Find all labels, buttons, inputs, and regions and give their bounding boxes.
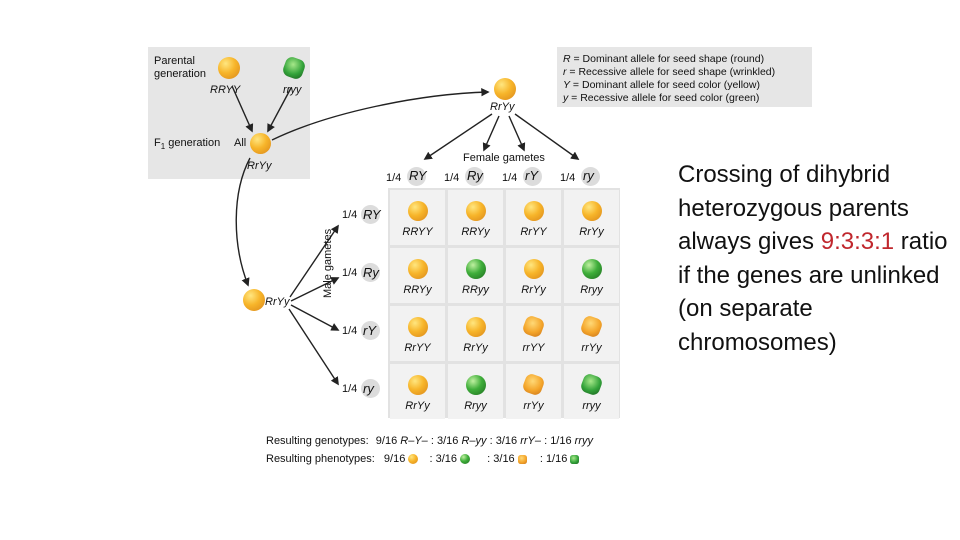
female-gamete-frequency: 1/4 — [444, 172, 460, 184]
offspring-genotype: rrYy — [581, 342, 602, 354]
offspring-genotype: RRYY — [402, 226, 433, 238]
round-yellow-seed-icon — [408, 375, 428, 395]
offspring-genotype: Rryy — [580, 284, 603, 296]
offspring-genotype: rryy — [582, 400, 601, 412]
legend-symbol: y — [563, 92, 569, 104]
f1-genotype: RrYy — [247, 160, 272, 172]
female-gametes-label: Female gametes — [463, 152, 545, 164]
phenotype-fraction: 3/16 — [493, 453, 515, 465]
parental-title-line2: generation — [154, 68, 206, 80]
separator: : — [539, 453, 543, 465]
genotype-class: rryy — [574, 435, 593, 447]
round-green-seed-icon — [460, 454, 470, 464]
male-gamete-allele: Ry — [363, 265, 379, 280]
round-yellow-seed-icon — [408, 317, 428, 337]
caption-ratio: 9:3:3:1 — [820, 228, 895, 255]
caption-text-before: Crossing of dihybrid heterozygous parents always gives — [678, 161, 909, 255]
genotype-fraction: 3/16 — [495, 435, 518, 447]
female-gamete-allele: RY — [409, 168, 427, 183]
offspring-genotype: Rryy — [464, 400, 487, 412]
female-gamete-allele: Ry — [467, 168, 483, 183]
male-gametes-label: Male gametes — [322, 228, 334, 298]
offspring-genotype: RrYy — [579, 226, 604, 238]
female-gamete-allele: ry — [583, 168, 594, 183]
genotype-class: R–Y– — [400, 435, 428, 447]
male-gamete-allele: rY — [363, 323, 376, 338]
phenotypes-label: Resulting phenotypes: — [266, 453, 375, 465]
separator: : — [487, 453, 491, 465]
offspring-genotype: RRYy — [461, 226, 490, 238]
arrow-male-ry — [289, 309, 338, 384]
arrow-f1-to-female — [272, 92, 488, 140]
offspring-genotype: RRYy — [403, 284, 432, 296]
genotype-class: rrY– — [520, 435, 541, 447]
offspring-genotype: RrYY — [520, 226, 547, 238]
round-yellow-seed-icon — [582, 201, 602, 221]
legend-text: = Recessive allele for seed shape (wrinkled) — [566, 66, 776, 78]
round-yellow-seed-icon — [408, 201, 428, 221]
round-yellow-seed-icon — [524, 259, 544, 279]
round-green-seed-icon — [466, 375, 486, 395]
genotype-class: R–yy — [461, 435, 487, 447]
separator: : — [544, 435, 548, 447]
legend-text: = Dominant allele for seed shape (round) — [570, 53, 765, 65]
resulting-phenotypes-row — [266, 453, 579, 465]
wrinkled-green-seed-icon — [570, 455, 579, 464]
arrow-female-rY — [509, 116, 524, 150]
arrow-parent-right-to-f1 — [268, 88, 291, 131]
round-yellow-seed-icon — [466, 317, 486, 337]
genotype-fraction: 3/16 — [437, 435, 459, 447]
offspring-genotype: rrYY — [522, 342, 545, 354]
arrow-female-Ry — [484, 116, 499, 150]
slide-caption — [678, 158, 948, 359]
genotypes-label: Resulting genotypes: — [266, 435, 369, 447]
parent-genotype-left: RRYY — [210, 84, 241, 96]
genotype-fraction: 9/16 — [375, 435, 398, 447]
legend-text: = Recessive allele for seed color (green) — [568, 92, 760, 104]
round-yellow-seed-icon — [408, 259, 428, 279]
female-gamete-frequency: 1/4 — [386, 172, 402, 184]
genotype-fraction: 1/16 — [550, 435, 572, 447]
legend-symbol: Y — [563, 79, 571, 91]
f1-suffix: generation — [165, 137, 221, 149]
legend-text: = Dominant allele for seed color (yellow) — [570, 79, 760, 91]
arrow-male-rY — [291, 305, 338, 330]
male-gamete-frequency: 1/4 — [342, 267, 358, 279]
phenotype-fraction: 3/16 — [435, 453, 458, 465]
female-gamete-allele: rY — [525, 168, 538, 183]
offspring-genotype: RrYy — [521, 284, 546, 296]
round-yellow-seed-icon — [408, 454, 418, 464]
male-gamete-allele: RY — [363, 207, 381, 222]
offspring-genotype: RrYy — [463, 342, 488, 354]
phenotype-fraction: 1/16 — [545, 453, 568, 465]
female-gamete-frequency: 1/4 — [502, 172, 518, 184]
phenotype-fraction: 9/16 — [383, 453, 406, 465]
round-green-seed-icon — [582, 259, 602, 279]
arrow-parent-left-to-f1 — [232, 86, 252, 131]
male-gamete-frequency: 1/4 — [342, 209, 358, 221]
separator: : — [489, 435, 493, 447]
male-gamete-frequency: 1/4 — [342, 383, 358, 395]
parental-title-line1: Parental — [154, 55, 195, 67]
offspring-genotype: RrYy — [405, 400, 430, 412]
resulting-genotypes-row — [266, 435, 593, 447]
offspring-genotype: RrYY — [404, 342, 431, 354]
legend-symbol: R — [563, 53, 571, 65]
caption-text-after: ratio if the genes are unlinked (on separate chromosomes) — [678, 228, 948, 356]
female-gamete-frequency: 1/4 — [560, 172, 576, 184]
f1-letter: F — [154, 137, 161, 149]
legend-symbol: r — [563, 66, 567, 78]
arrow-f1-to-male — [236, 158, 250, 285]
wrinkled-yellow-seed-icon — [518, 455, 527, 464]
round-yellow-seed-icon — [524, 201, 544, 221]
male-gamete-frequency: 1/4 — [342, 325, 358, 337]
offspring-genotype: RRyy — [462, 284, 489, 296]
f1-subscript: 1 — [160, 142, 166, 152]
male-gamete-allele: ry — [363, 381, 374, 396]
offspring-genotype: rrYy — [523, 400, 544, 412]
separator: : — [430, 435, 434, 447]
parent-genotype-right: rryy — [283, 84, 302, 96]
round-green-seed-icon — [466, 259, 486, 279]
male-parent-genotype: RrYy — [265, 296, 290, 308]
round-yellow-seed-icon — [466, 201, 486, 221]
separator: : — [429, 453, 433, 465]
f1-all-label: All — [234, 137, 247, 149]
female-parent-genotype: RrYy — [490, 101, 515, 113]
